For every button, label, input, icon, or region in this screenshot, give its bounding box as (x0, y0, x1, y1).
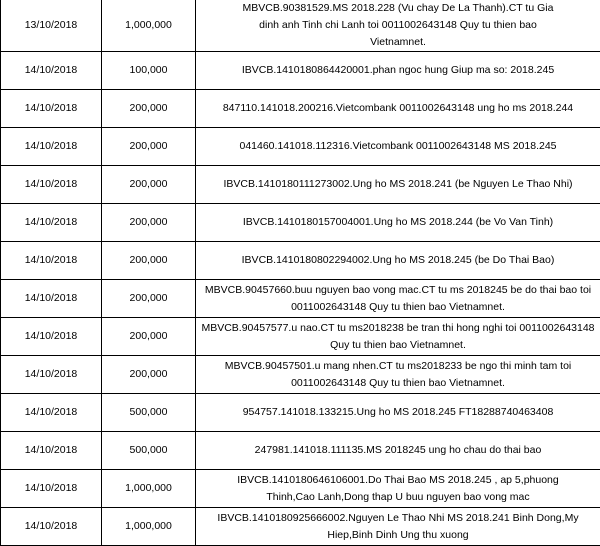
table-row (1, 166, 600, 204)
amount-cell: 200,000 (102, 280, 196, 318)
table-row (1, 242, 600, 280)
amount-cell: 200,000 (102, 204, 196, 242)
table-row (1, 128, 600, 166)
table-row (1, 90, 600, 128)
date-cell: 13/10/2018 (1, 0, 102, 52)
table-row (1, 318, 600, 356)
table-row (1, 356, 600, 394)
amount-cell: 200,000 (102, 318, 196, 356)
description-cell (196, 318, 600, 356)
description-text: MBVCB.90457501.u mang nhen.CT tu ms2018233 be ngo thi minh tam toi 0011002643148 Quy tu thien bao Vietnamnet. (208, 358, 588, 392)
amount-cell: 200,000 (102, 90, 196, 128)
date-cell: 14/10/2018 (1, 128, 102, 166)
description-cell (196, 356, 600, 394)
amount-cell: 100,000 (102, 52, 196, 90)
date-cell: 14/10/2018 (1, 242, 102, 280)
date-cell: 14/10/2018 (1, 356, 102, 394)
description-text: MBVCB.90381529.MS 2018.228 (Vu chay De La Thanh).CT tu Gia dinh anh Tinh chi Lanh toi 0011002643148 Quy tu thien bao Vietnamnet. (233, 0, 563, 51)
amount-cell: 1,000,000 (102, 0, 196, 52)
amount-cell: 1,000,000 (102, 508, 196, 546)
table-row (1, 432, 600, 470)
description-cell (196, 0, 600, 52)
table-row (1, 470, 600, 508)
date-cell: 14/10/2018 (1, 318, 102, 356)
description-cell (196, 508, 600, 546)
date-cell: 14/10/2018 (1, 394, 102, 432)
description-cell: IBVCB.1410180157004001.Ung ho MS 2018.244 (be Vo Van Tinh) (196, 204, 600, 242)
description-text: MBVCB.90457577.u nao.CT tu ms2018238 be tran thi hong nghi toi 0011002643148 Quy tu thien bao Vietnamnet. (200, 320, 596, 354)
description-cell (196, 470, 600, 508)
description-cell: IBVCB.1410180111273002.Ung ho MS 2018.241 (be Nguyen Le Thao Nhi) (196, 166, 600, 204)
amount-cell: 1,000,000 (102, 470, 196, 508)
amount-cell: 200,000 (102, 166, 196, 204)
description-text: IBVCB.1410180925666002.Nguyen Le Thao Nhi MS 2018.241 Binh Dong,My Hiep,Binh Dinh Ung thu xuong (210, 510, 586, 544)
table-row (1, 394, 600, 432)
description-text: MBVCB.90457660.buu nguyen bao vong mac.CT tu ms 2018245 be do thai bao toi 0011002643148 Quy tu thien bao Vietnamnet. (202, 282, 594, 316)
date-cell: 14/10/2018 (1, 90, 102, 128)
date-cell: 14/10/2018 (1, 432, 102, 470)
amount-cell: 500,000 (102, 432, 196, 470)
date-cell: 14/10/2018 (1, 204, 102, 242)
date-cell: 14/10/2018 (1, 52, 102, 90)
description-cell: 041460.141018.112316.Vietcombank 0011002643148 MS 2018.245 (196, 128, 600, 166)
date-cell: 14/10/2018 (1, 280, 102, 318)
amount-cell: 200,000 (102, 356, 196, 394)
description-cell: 847110.141018.200216.Vietcombank 0011002643148 ung ho ms 2018.244 (196, 90, 600, 128)
description-cell: 954757.141018.133215.Ung ho MS 2018.245 FT18288740463408 (196, 394, 600, 432)
table-row (1, 0, 600, 52)
table-row (1, 204, 600, 242)
date-cell: 14/10/2018 (1, 166, 102, 204)
table-row (1, 508, 600, 546)
description-cell (196, 280, 600, 318)
table-row (1, 52, 600, 90)
description-cell: IBVCB.1410180802294002.Ung ho MS 2018.245 (be Do Thai Bao) (196, 242, 600, 280)
date-cell: 14/10/2018 (1, 508, 102, 546)
table-row (1, 280, 600, 318)
amount-cell: 500,000 (102, 394, 196, 432)
date-cell: 14/10/2018 (1, 470, 102, 508)
amount-cell: 200,000 (102, 242, 196, 280)
description-cell: IBVCB.1410180864420001.phan ngoc hung Giup ma so: 2018.245 (196, 52, 600, 90)
description-text: IBVCB.1410180646106001.Do Thai Bao MS 2018.245 , ap 5,phuong Thinh,Cao Lanh,Dong thap U buu nguyen bao vong mac (216, 472, 580, 506)
amount-cell: 200,000 (102, 128, 196, 166)
description-cell: 247981.141018.111135.MS 2018245 ung ho chau do thai bao (196, 432, 600, 470)
